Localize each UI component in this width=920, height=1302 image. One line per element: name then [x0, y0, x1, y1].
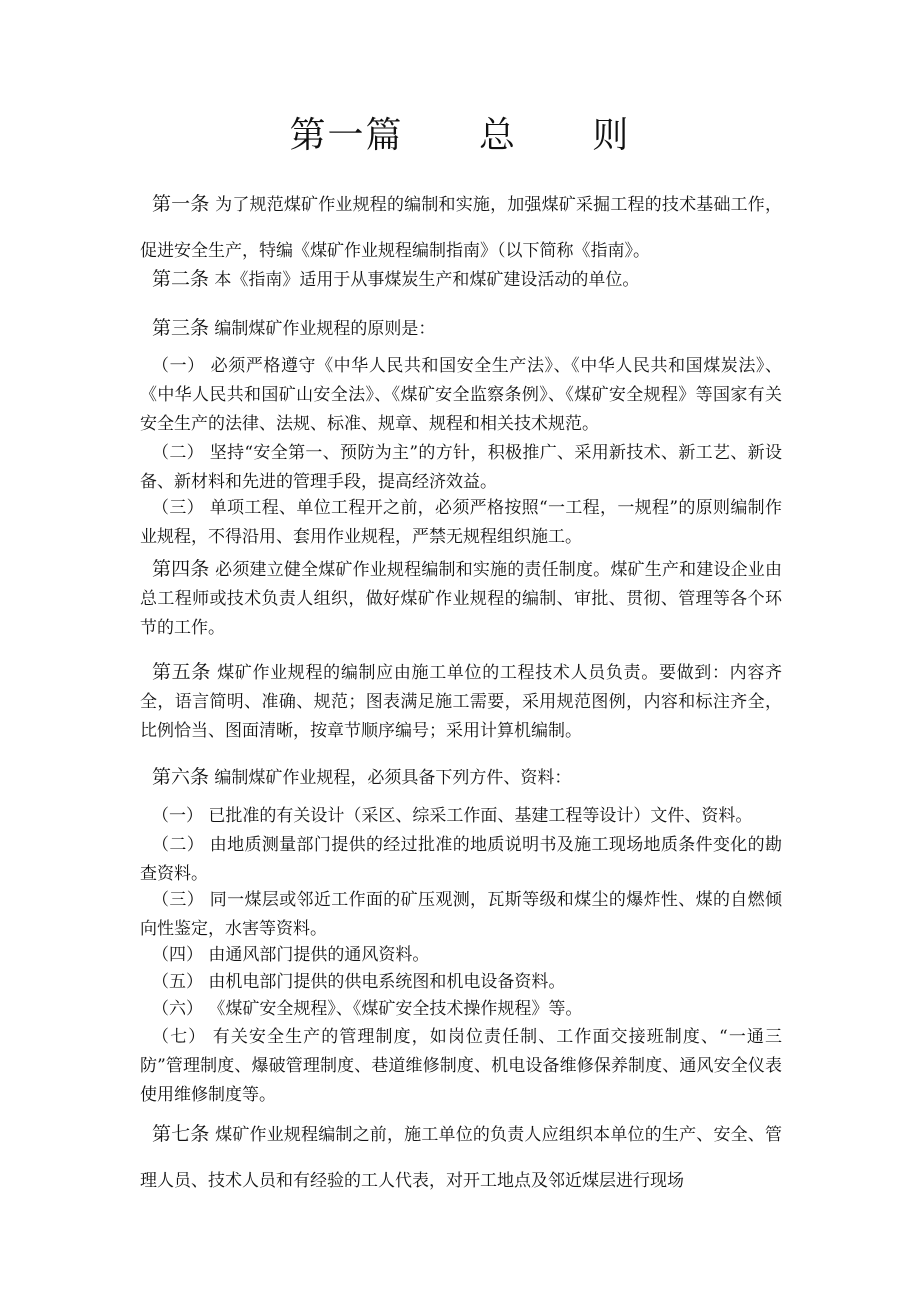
- article-3-item-2: （二） 坚持“安全第一、预防为主”的方针，积极推广、采用新技术、新工艺、新设备、新材料和先进的管理手段，提高经济效益。: [140, 443, 782, 492]
- article-3: [140, 313, 782, 344]
- article-label: 第五条: [152, 661, 212, 683]
- article-6-item-7: （七） 有关安全生产的管理制度，如岗位责任制、工作面交接班制度、“一通三防”管理制度、爆破管理制度、巷道维修制度、机电设备维修保养制度、通风安全仪表使用维修制度等。: [140, 1027, 782, 1105]
- article-label: 第七条: [152, 1123, 210, 1145]
- article-text: 编制煤矿作业规程，必须具备下列方件、资料：: [209, 768, 572, 788]
- article-1: [140, 181, 782, 274]
- article-text: 本《指南》适用于从事煤炭生产和煤矿建设活动的单位。: [209, 270, 640, 290]
- article-text: 必须建立健全煤矿作业规程编制和实施的责任制度。煤矿生产和建设企业由总工程师或技术负责人组织，做好煤矿作业规程的编制、审批、贯彻、管理等各个环节的工作。: [140, 560, 782, 638]
- article-6-item-6: （六） 《煤矿安全规程》、《煤矿安全技术操作规程》等。: [152, 999, 583, 1019]
- article-6-item-3: （三） 同一煤层或邻近工作面的矿压观测，瓦斯等级和煤尘的爆炸性、煤的自燃倾向性鉴定，水害等资料。: [140, 890, 782, 939]
- article-label: 第四条: [152, 558, 210, 580]
- article-3-item-1: （一） 必须严格遵守《中华人民共和国安全生产法》、《中华人民共和国煤炭法》、《中华人民共和国矿山安全法》、《煤矿安全监察条例》、《煤矿安全规程》等国家有关安全生产的法律、法规、标准、规章、规程和相关技术规范。: [140, 356, 782, 434]
- article-6-item-1: （一） 已批准的有关设计（采区、综采工作面、基建工程等设计）文件、资料。: [152, 806, 753, 826]
- article-4: [140, 555, 782, 643]
- article-7: [140, 1111, 782, 1204]
- article-6: [140, 762, 782, 793]
- article-text: 编制煤矿作业规程的原则是：: [209, 319, 436, 339]
- article-label: 第一条: [152, 193, 210, 215]
- article-text: 煤矿作业规程的编制应由施工单位的工程技术人员负责。要做到：内容齐全，语言简明、准确、规范；图表满足施工需要，采用规范图例，内容和标注齐全，比例恰当、图面清晰，按章节顺序编号；采用计算机编制。: [140, 663, 782, 741]
- article-3-item-3: （三） 单项工程、单位工程开之前，必须严格按照“一工程，一规程”的原则编制作业规程，不得沿用、套用作业规程，严禁无规程组织施工。: [140, 498, 782, 547]
- article-label: 第二条: [152, 268, 210, 290]
- article-text: 煤矿作业规程编制之前，施工单位的负责人应组织本单位的生产、安全、管理人员、技术人员和有经验的工人代表，对开工地点及邻近煤层进行现场: [140, 1125, 782, 1191]
- article-5: [140, 658, 782, 746]
- article-label: 第六条: [152, 766, 210, 788]
- page-title: 第一篇 总 则: [289, 115, 631, 156]
- article-2: [140, 264, 782, 295]
- article-text: 为了规范煤矿作业规程的编制和实施，加强煤矿采掘工程的技术基础工作，促进安全生产，特编《煤矿作业规程编制指南》（以下简称《指南》。: [140, 195, 782, 261]
- article-6-item-5: （五） 由机电部门提供的供电系统图和机电设备资料。: [152, 972, 566, 992]
- article-6-item-2: （二） 由地质测量部门提供的经过批准的地质说明书及施工现场地质条件变化的勘查资料。: [140, 835, 782, 884]
- article-6-item-4: （四） 由通风部门提供的通风资料。: [152, 945, 430, 965]
- article-label: 第三条: [152, 317, 210, 339]
